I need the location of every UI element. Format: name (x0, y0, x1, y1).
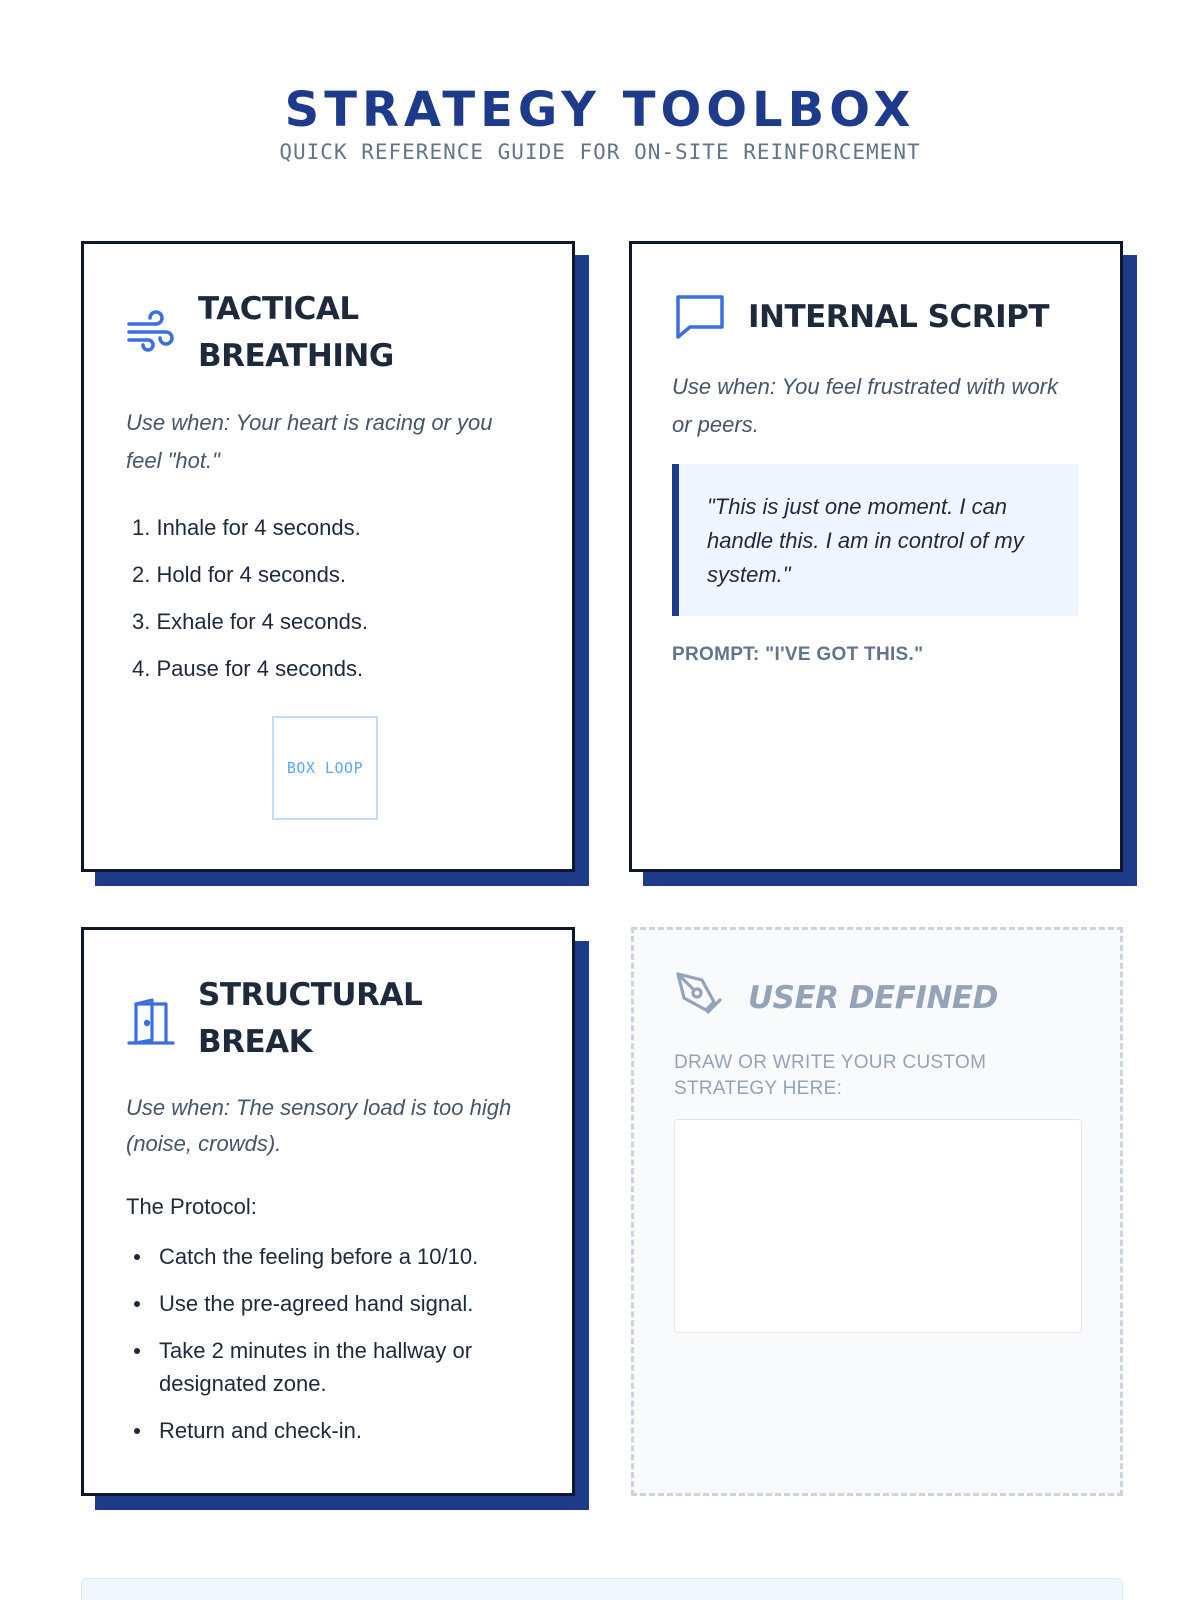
custom-strategy-instruction: DRAW OR WRITE YOUR CUSTOM STRATEGY HERE: (674, 1052, 987, 1099)
box-loop-diagram (272, 716, 378, 820)
protocol-list (126, 1240, 546, 1461)
card-structural-break (81, 927, 575, 1496)
card-title (198, 972, 422, 1066)
custom-strategy-area[interactable] (674, 1119, 1082, 1333)
card-title-line1: TACTICAL (198, 291, 359, 327)
card-title-line1: STRUCTURAL (198, 977, 423, 1013)
list-item: Return and check-in. (126, 1414, 546, 1447)
card-tactical-breathing (81, 241, 575, 872)
door-icon (126, 998, 176, 1051)
use-when-text: Use when: Your heart is racing or you feel "hot." (126, 410, 493, 473)
wind-icon (126, 310, 176, 359)
script-quote: "This is just one moment. I can handle this. I am in control of my system." (672, 464, 1078, 616)
card-user-defined (631, 927, 1123, 1496)
list-item: 4. Pause for 4 seconds. (132, 656, 364, 681)
list-item: 2. Hold for 4 seconds. (132, 562, 347, 587)
page-subtitle: QUICK REFERENCE GUIDE FOR ON-SITE REINFORCEMENT (279, 140, 921, 164)
box-loop-label: BOX LOOP (286, 759, 364, 777)
script-prompt: PROMPT: "I'VE GOT THIS." (672, 644, 924, 665)
protocol-label: The Protocol: (126, 1194, 257, 1219)
footer-panel (81, 1578, 1123, 1600)
list-item: Take 2 minutes in the hallway or designated zone. (126, 1334, 546, 1400)
card-title: USER DEFINED (748, 979, 998, 1016)
card-title (198, 286, 394, 380)
page-header (0, 82, 1200, 164)
list-item: 3. Exhale for 4 seconds. (132, 609, 369, 634)
list-item: Use the pre-agreed hand signal. (126, 1287, 546, 1320)
card-internal-script (629, 241, 1123, 872)
steps-list (132, 504, 368, 692)
list-item: 1. Inhale for 4 seconds. (132, 515, 361, 540)
pen-tool-icon (674, 970, 724, 1025)
speech-bubble-icon (674, 291, 726, 346)
card-title: INTERNAL SCRIPT (748, 299, 1050, 335)
list-item: Catch the feeling before a 10/10. (126, 1240, 546, 1273)
page-title: STRATEGY TOOLBOX (284, 82, 916, 138)
card-title-line2: BREATHING (198, 338, 394, 374)
use-when-text: Use when: You feel frustrated with work or peers. (672, 374, 1059, 437)
use-when-text: Use when: The sensory load is too high (noise, crowds). (126, 1095, 512, 1156)
card-title-line2: BREAK (198, 1024, 313, 1060)
